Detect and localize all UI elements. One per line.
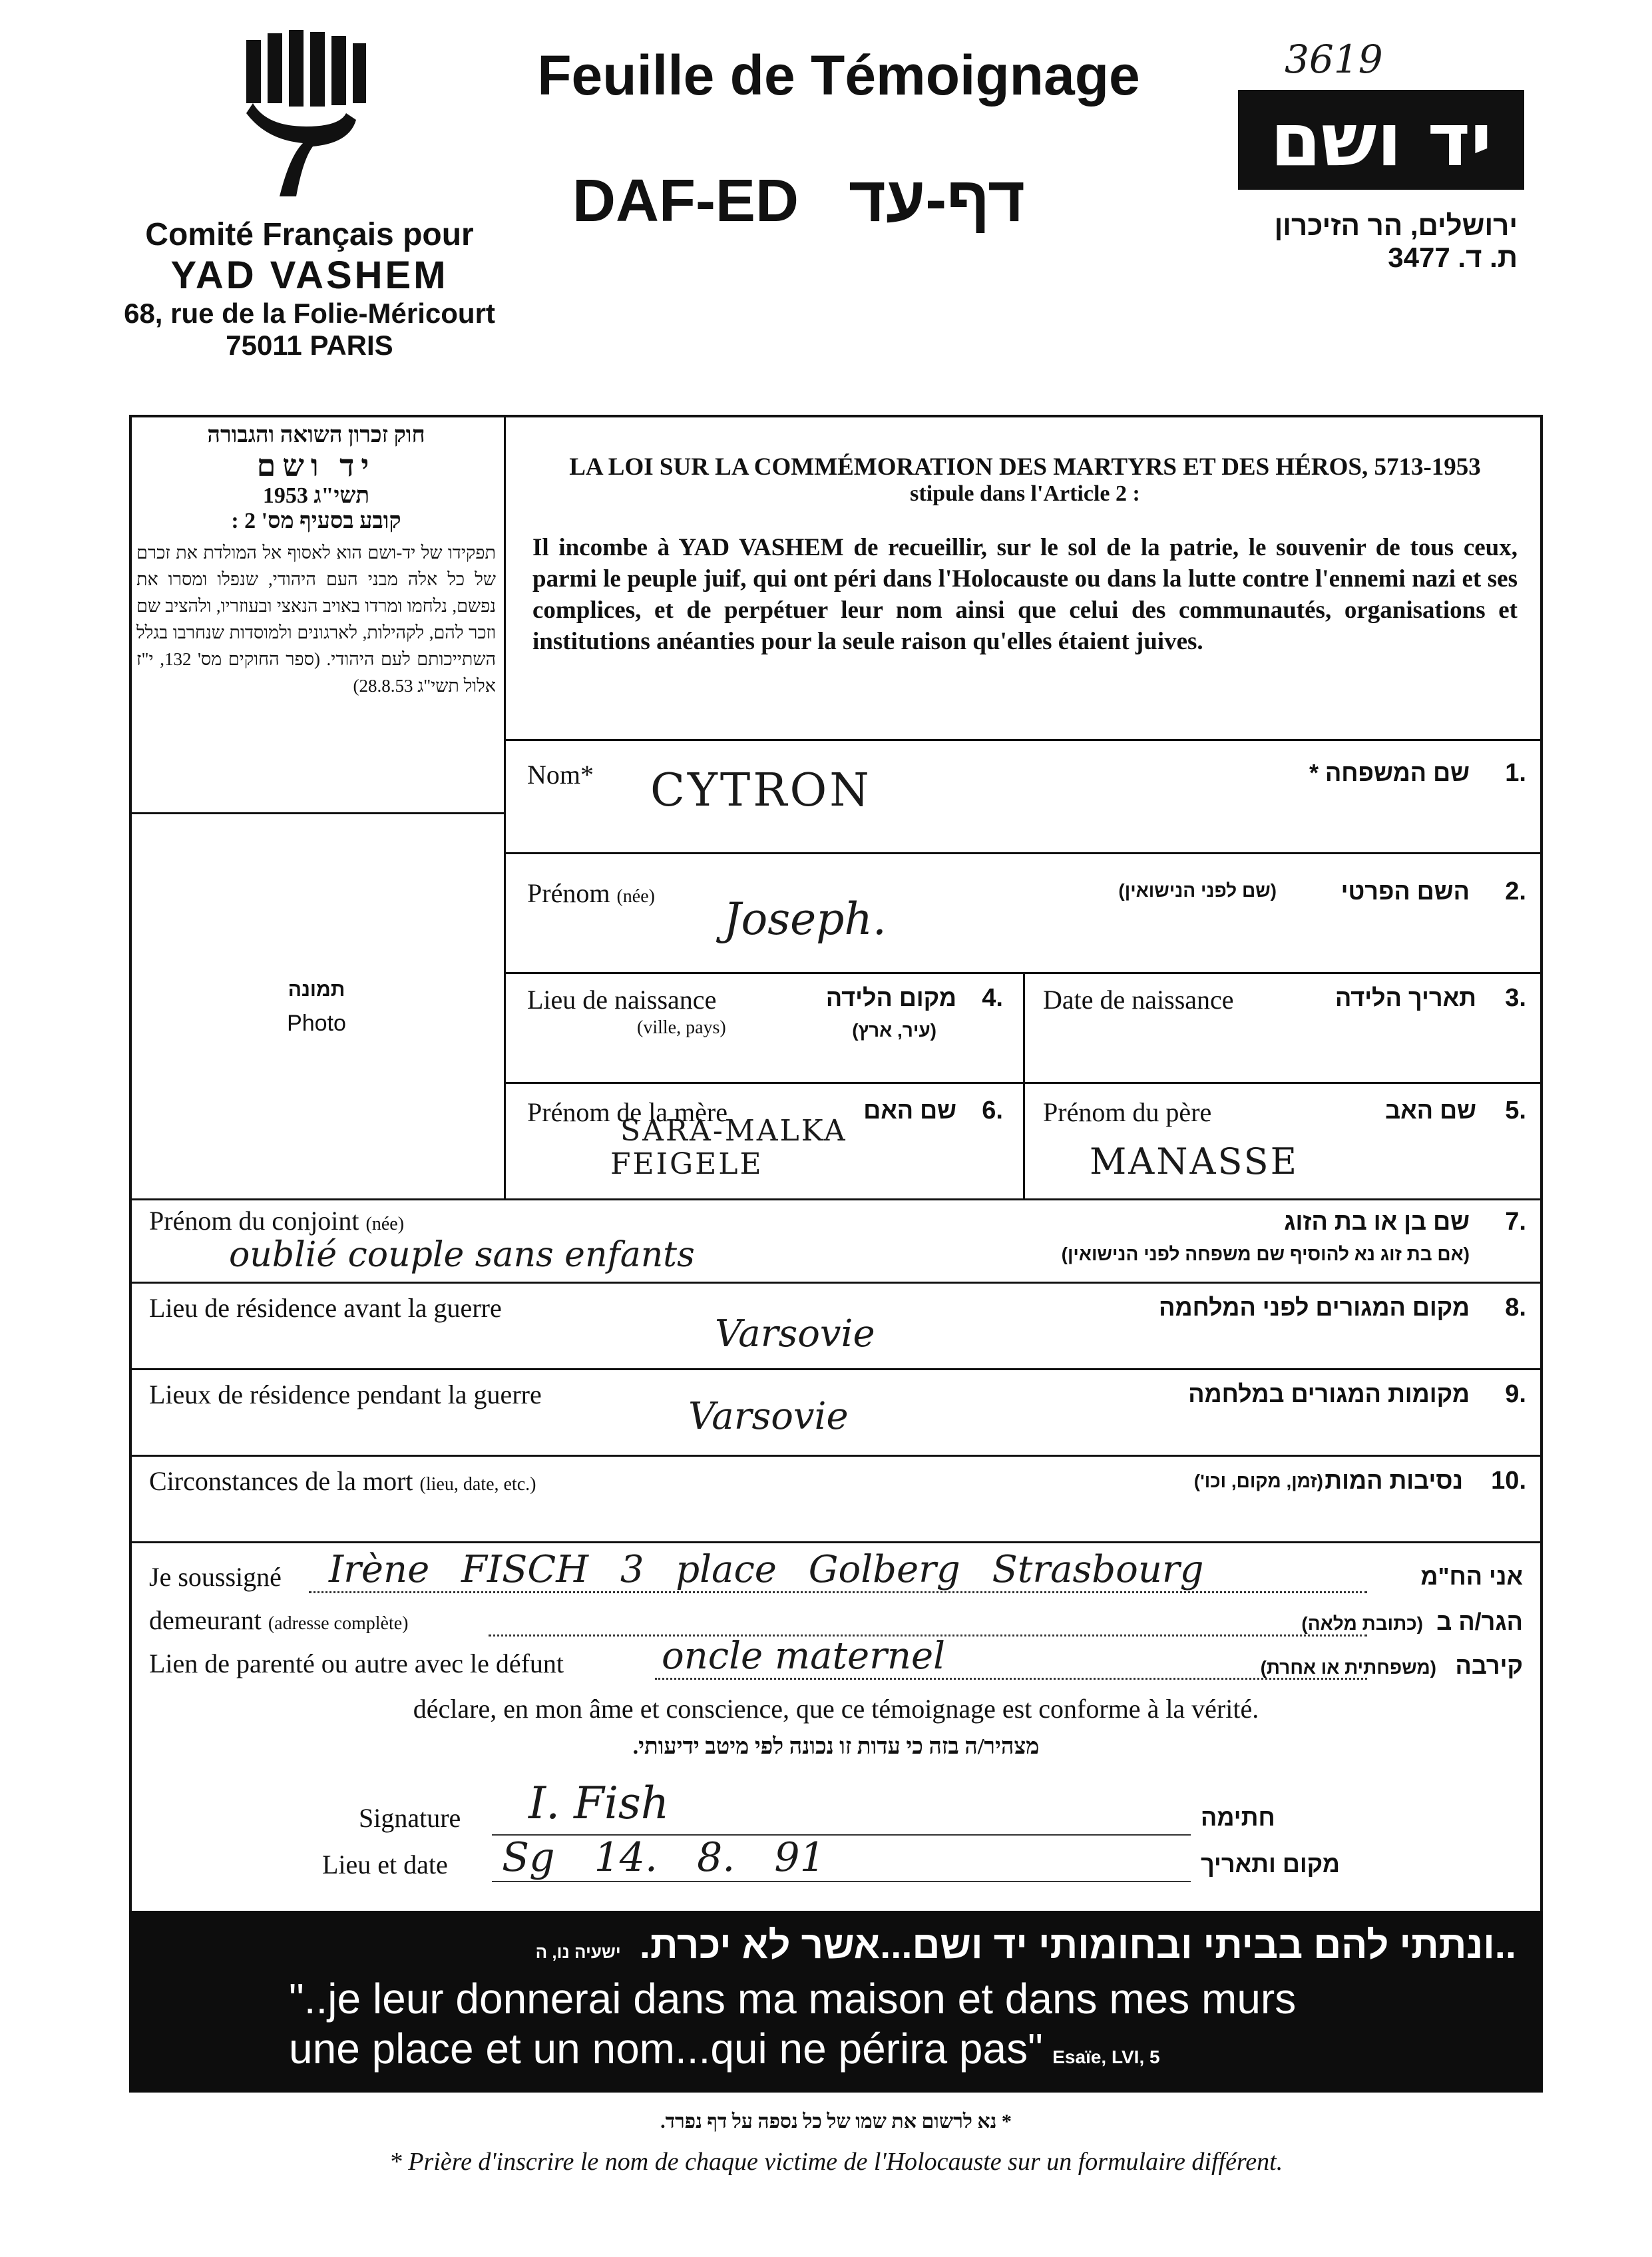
banner-hebrew-text: ..ונתתי להם בביתי ובחומותי יד ושם...אשר לא יכרת. (639, 1923, 1516, 1967)
field-nom[interactable] (504, 739, 1543, 852)
demeurant-label-text: demeurant (149, 1605, 262, 1635)
field-prenom-pere-num: 5. (1505, 1097, 1526, 1125)
field-prenom-label-note: (née) (616, 886, 655, 907)
subtitle-hebrew: דף-עד (848, 164, 1025, 235)
page-title: Feuille de Témoignage (537, 44, 1140, 107)
field-date-naissance[interactable] (1023, 972, 1543, 1082)
field-nom-value: CYTRON (650, 764, 872, 817)
law-hebrew-text: תפקידו של יד-ושם הוא לאסוף אל המולדת את זכרם של כל אלה מבני העם היהודי, שנפלו ומסרו את נפשם, נלחמו ומרדו באויב הנאצי ובעוזריו, ולהציב שם וזכר להם, לקהילות, לארגונים ולמוסדות שנחרבו בגלל השתייכותם לעם היהודי. (ספר החוקים מס' 132, י"ז אלול תשי"ג 28.8.53) (136, 543, 496, 696)
lieu-date-value[interactable]: Sg 14. 8. 91 (502, 1834, 825, 1881)
field-lieu-naissance-note: (ville, pays) (637, 1017, 726, 1038)
field-prenom-pere[interactable] (1023, 1082, 1543, 1198)
field-prenom-pere-value: MANASSE (1090, 1140, 1299, 1182)
field-conjoint-value: oublié couple sans enfants (229, 1235, 695, 1275)
signature-value[interactable]: I. Fish (528, 1778, 670, 1829)
lien-hebrew-note: (משפחתית או אחרת) (1260, 1657, 1436, 1678)
soussigne-value[interactable]: Irène FISCH 3 place Golberg Strasbourg (329, 1548, 1204, 1591)
banner-french-line2: une place et un nom...qui ne périra pas" (289, 2025, 1043, 2073)
footer-french-note: * Prière d'inscrire le nom de chaque victime de l'Holocauste sur un formulaire différent. (389, 2148, 1283, 2176)
soussigne-hebrew: אני הח"מ (1420, 1563, 1523, 1590)
signature-label: Signature (359, 1803, 461, 1833)
field-prenom-num: 2. (1505, 878, 1526, 905)
footer-hebrew-note: * נא לרשום את שמו של כל נספה על דף נפרד. (660, 2111, 1012, 2132)
field-lieu-naissance-hebrew: מקום הלידה (825, 984, 956, 1011)
field-conjoint-num: 7. (1505, 1208, 1526, 1236)
org-line2: YAD VASHEM (170, 254, 449, 297)
field-circonstances[interactable] (129, 1455, 1543, 1541)
demeurant-hebrew-note: (כתובת מלאה) (1301, 1613, 1423, 1634)
lieu-date-line (492, 1881, 1191, 1882)
yad-vashem-emblem (240, 27, 373, 200)
field-residence-avant-label: Lieu de résidence avant la guerre (149, 1293, 502, 1323)
field-prenom[interactable] (504, 852, 1543, 972)
subtitle-latin: DAF-ED (572, 168, 799, 234)
field-prenom-hebrew-note: (שם לפני הנישואין) (1118, 880, 1277, 901)
field-circonstances-num: 10. (1491, 1467, 1526, 1495)
declare-hebrew: מצהיר/ה בזה כי עדות זו נכונה לפי מיטב ידיעותי. (632, 1734, 1040, 1759)
declare-french: déclare, en mon âme et conscience, que ce témoignage est conforme à la vérité. (413, 1694, 1259, 1724)
field-nom-hebrew: שם המשפחה * (1309, 759, 1470, 786)
field-nom-num: 1. (1505, 759, 1526, 787)
file-number: 3619 (1285, 37, 1383, 82)
field-circonstances-label (149, 1465, 536, 1497)
hebrew-address2: ת. ד. 3477 (1388, 242, 1518, 273)
field-circonstances-hebrew-note: (זמן, מקום, וכו') (1193, 1471, 1323, 1491)
field-residence-pendant-label: Lieux de résidence pendant la guerre (149, 1379, 542, 1409)
field-prenom-pere-label: Prénom du père (1043, 1097, 1212, 1127)
field-conjoint-hebrew-note: (אם בת זוג נא להוסיף שם משפחה לפני הנישואין) (1061, 1244, 1470, 1264)
hebrew-address1: ירושלים, הר הזיכרון (1274, 210, 1518, 241)
field-prenom-label-text: Prénom (527, 878, 610, 908)
field-nom-label: Nom* (527, 760, 594, 790)
org-address1: 68, rue de la Folie-Méricourt (124, 298, 495, 329)
field-circonstances-label-text: Circonstances de la mort (149, 1466, 413, 1496)
field-residence-pendant-num: 9. (1505, 1380, 1526, 1408)
banner-french-line1: "..je leur donnerai dans ma maison et dans mes murs (289, 1975, 1297, 2023)
field-date-naissance-label: Date de naissance (1043, 985, 1234, 1015)
law-hebrew-year: תשי"ג 1953 (262, 483, 370, 508)
subtitle (572, 163, 1171, 236)
banner-french-line2-wrap (289, 2024, 1160, 2073)
photo-hebrew: תמונה (288, 979, 345, 1001)
banner-hebrew-ref: ישעיה נו, ה (535, 1942, 621, 1962)
demeurant-label-note: (adresse complète) (268, 1613, 409, 1634)
demeurant-hebrew: הגר/ה ב (1436, 1608, 1523, 1635)
field-prenom-value: Joseph. (723, 893, 887, 945)
law-hebrew-article: קובע בסעיף מס' 2 : (231, 509, 401, 533)
law-french-block (532, 453, 1518, 657)
banner-hebrew (536, 1923, 1516, 1967)
lieu-date-hebrew: מקום ותאריך (1201, 1850, 1341, 1878)
declaration-section (129, 1541, 1543, 1901)
law-hebrew-block (136, 423, 496, 699)
field-lieu-naissance-label: Lieu de naissance (527, 985, 717, 1015)
field-conjoint-label-note: (née) (365, 1214, 405, 1234)
law-french-subtitle: stipule dans l'Article 2 : (910, 481, 1140, 506)
field-residence-pendant-hebrew: מקומות המגורים במלחמה (1188, 1380, 1470, 1407)
lien-value[interactable]: oncle maternel (662, 1634, 946, 1678)
field-lieu-naissance-hebrew-note: (עיר, ארץ) (852, 1020, 936, 1041)
field-date-naissance-num: 3. (1505, 984, 1526, 1012)
field-date-naissance-hebrew: תאריך הלידה (1335, 984, 1476, 1011)
field-conjoint-label (149, 1205, 404, 1236)
menorah-hand-icon (240, 27, 373, 200)
org-name (120, 216, 499, 362)
field-prenom-mere-label: Prénom de la mère (527, 1097, 727, 1127)
field-lieu-naissance-num: 4. (982, 984, 1003, 1012)
signature-hebrew: חתימה (1201, 1804, 1275, 1831)
photo-label: Photo (287, 1011, 346, 1036)
org-line1: Comité Français pour (145, 217, 474, 252)
field-prenom-mere-value1: SARA-MALKA (620, 1114, 847, 1148)
field-residence-avant-hebrew: מקום המגורים לפני המלחמה (1159, 1294, 1470, 1321)
field-prenom-mere[interactable] (504, 1082, 1023, 1198)
lieu-date-label: Lieu et date (322, 1850, 448, 1880)
soussigne-label: Je soussigné (149, 1562, 282, 1592)
field-residence-avant-value: Varsovie (715, 1312, 875, 1356)
law-hebrew-title: חוק זכרון השואה והגבורה (207, 423, 425, 447)
banner-french-ref: Esaïe, LVI, 5 (1052, 2047, 1160, 2067)
field-prenom-label (527, 878, 655, 909)
lien-label: Lien de parenté ou autre avec le défunt (149, 1648, 564, 1678)
field-residence-avant-num: 8. (1505, 1294, 1526, 1322)
demeurant-label (149, 1605, 408, 1636)
field-conjoint[interactable] (129, 1198, 1543, 1282)
field-prenom-mere-hebrew: שם האם (863, 1097, 956, 1124)
field-prenom-hebrew: השם הפרטי (1341, 878, 1470, 905)
law-french-text: Il incombe à YAD VASHEM de recueillir, sur le sol de la patrie, le souvenir de tous ceux, parmi le peuple juif, qui ont péri dans l'Holocauste ou dans la lutte contre l'ennemi nazi et ses complices, et de perpétuer leur nom ainsi que celui des communautés, organisations et institutions anéanties pour la seule raison qu'elles étaient juives. (532, 534, 1518, 655)
field-residence-avant[interactable] (129, 1282, 1543, 1368)
field-residence-pendant[interactable] (129, 1368, 1543, 1455)
photo-area (129, 979, 504, 1037)
field-residence-pendant-value: Varsovie (688, 1395, 849, 1438)
law-hebrew-name: יד ושם (256, 449, 376, 483)
field-circonstances-hebrew: נסיבות המות (1325, 1467, 1463, 1494)
law-photo-divider (129, 812, 504, 814)
quote-banner (129, 1911, 1543, 2093)
logo-text: יד ושם (1270, 97, 1492, 182)
field-conjoint-hebrew: שם בן או בת הזוג (1284, 1208, 1470, 1235)
field-prenom-mere-num: 6. (982, 1097, 1003, 1125)
field-prenom-pere-hebrew: שם האב (1385, 1097, 1476, 1124)
field-lieu-naissance[interactable] (504, 972, 1023, 1082)
soussigne-line (309, 1591, 1367, 1593)
hebrew-address (1231, 210, 1518, 274)
org-address2: 75011 PARIS (226, 330, 393, 361)
law-french-title: LA LOI SUR LA COMMÉMORATION DES MARTYRS ET DES HÉROS, 5713-1953 (569, 453, 1481, 481)
field-circonstances-label-note: (lieu, date, etc.) (419, 1474, 536, 1495)
lien-hebrew: קירבה (1455, 1652, 1523, 1679)
yad-vashem-logo (1238, 90, 1524, 190)
field-conjoint-label-text: Prénom du conjoint (149, 1206, 359, 1236)
field-prenom-mere-value2: FEIGELE (610, 1147, 763, 1181)
